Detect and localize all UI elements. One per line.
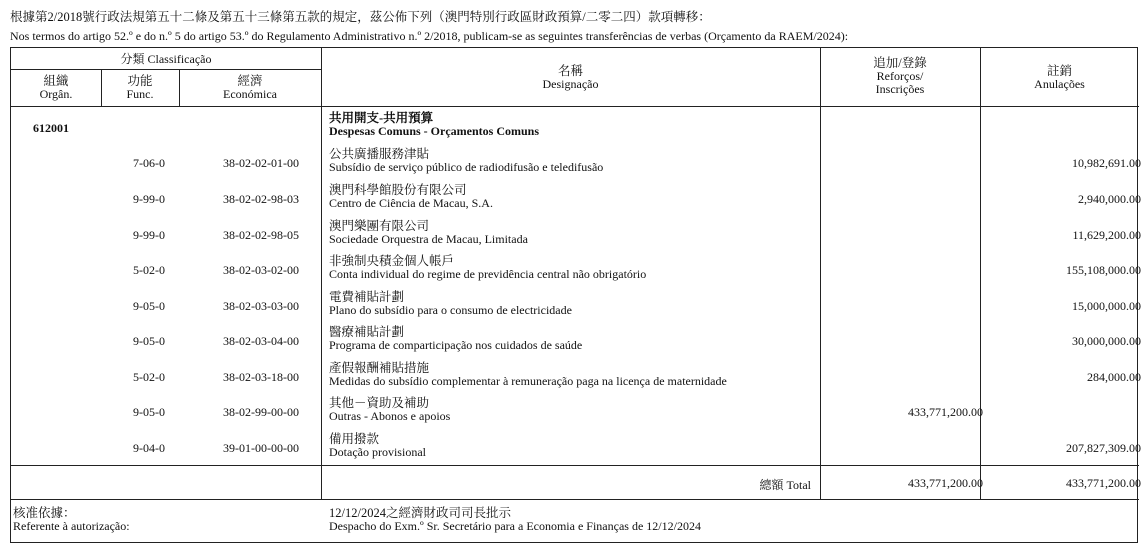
header-cancel-pt: Anulações: [1034, 77, 1085, 91]
row-designation: [329, 255, 646, 280]
row-designation-zh: 澳門科學館股份有限公司: [329, 183, 467, 197]
row-designation-zh: 澳門樂團有限公司: [329, 219, 430, 233]
header-function: [101, 75, 179, 101]
row-function-code: 9-99-0: [133, 192, 165, 206]
row-designation-zh: 公共廣播服務津貼: [329, 147, 430, 161]
row-economic-code: 38-02-03-02-00: [223, 263, 299, 277]
row-cancellation: 2,940,000.00: [1078, 192, 1141, 206]
row-designation: [329, 220, 528, 245]
row-designation-zh: 非強制央積金個人帳戶: [329, 254, 455, 268]
header-econ-pt: Económica: [223, 87, 277, 101]
header-organ-pt: Orgân.: [39, 87, 73, 101]
row-cancellation: 155,108,000.00: [1066, 263, 1141, 277]
body-bottom-rule: [11, 465, 1139, 466]
row-function-code: 9-05-0: [133, 405, 165, 419]
header-desig-pt: Designação: [542, 77, 599, 91]
row-economic-code: 38-02-03-03-00: [223, 299, 299, 313]
header-organ-zh: 組織: [43, 74, 69, 88]
row-designation: [329, 184, 493, 209]
header-designation: [321, 65, 820, 91]
transfer-table: [10, 47, 1141, 543]
row-function-code: 9-99-0: [133, 228, 165, 242]
row-designation-pt: Sociedade Orquestra de Macau, Limitada: [329, 231, 528, 246]
authorization-zh: 12/12/2024之經濟財政司司長批示: [329, 506, 511, 520]
row-designation-pt: Plano do subsídio para o consumo de electricidade: [329, 302, 572, 317]
row-economic-code: 39-01-00-00-00: [223, 441, 299, 455]
header-add-pt2: Inscrições: [875, 82, 925, 96]
row-designation: [329, 148, 603, 173]
row-designation: [329, 362, 727, 387]
row-function-code: 7-06-0: [133, 156, 165, 170]
header-add-zh: 追加/登錄: [873, 56, 927, 70]
row-cancellation: 284,000.00: [1087, 370, 1141, 384]
row-cancellation: 15,000,000.00: [1072, 299, 1141, 313]
row-function-code: 5-02-0: [133, 370, 165, 384]
row-designation: [329, 291, 572, 316]
intro-text-zh: 根據第2/2018號行政法規第五十二條及第五十三條第五款的規定，茲公佈下列（澳門特別行政區財政預算/二零二四）款項轉移：: [10, 10, 711, 24]
header-bottom-rule: [11, 106, 1139, 107]
header-func-zh: 功能: [127, 74, 153, 88]
row-economic-code: 38-02-03-18-00: [223, 370, 299, 384]
row-function-code: 9-05-0: [133, 334, 165, 348]
organ-title-pt: Despesas Comuns - Orçamentos Comuns: [329, 123, 540, 138]
total-cancellations: 433,771,200.00: [1066, 476, 1141, 490]
row-economic-code: 38-02-99-00-00: [223, 405, 299, 419]
row-economic-code: 38-02-02-98-03: [223, 192, 299, 206]
total-bottom-rule: [11, 499, 1139, 500]
row-designation-zh: 電費補貼計劃: [329, 290, 405, 304]
row-designation-pt: Conta individual do regime de previdência central não obrigatório: [329, 266, 647, 281]
row-designation-pt: Outras - Abonos e apoios: [329, 408, 451, 423]
organ-title: [329, 112, 539, 137]
authorization-label: [13, 507, 130, 533]
header-add-pt1: Reforços/: [876, 69, 924, 83]
row-designation-pt: Medidas do subsídio complementar à remuneração paga na licença de maternidade: [329, 373, 727, 388]
row-function-code: 9-05-0: [133, 299, 165, 313]
header-economic: [179, 75, 321, 101]
total-label: 總額 Total: [759, 478, 811, 492]
row-cancellation: 11,629,200.00: [1072, 228, 1141, 242]
header-desig-zh: 名稱: [557, 64, 583, 78]
designation-divider: [820, 48, 821, 499]
row-cancellation: 207,827,309.00: [1066, 441, 1141, 455]
row-economic-code: 38-02-02-98-05: [223, 228, 299, 242]
authorization-label-zh: 核准依據：: [13, 506, 76, 520]
header-cancellations: [980, 65, 1139, 91]
header-reinforcements: [820, 57, 980, 96]
row-designation-zh: 備用撥款: [329, 432, 380, 446]
row-economic-code: 38-02-03-04-00: [223, 334, 299, 348]
header-classification: 分類 Classificação: [120, 52, 212, 66]
row-reinforcement: 433,771,200.00: [908, 405, 983, 419]
reinforcement-divider: [980, 48, 981, 499]
row-designation-zh: 其他－資助及補助: [329, 396, 430, 410]
authorization-pt: Despacho do Exm.º Sr. Secretário para a Economia e Finanças de 12/12/2024: [329, 519, 701, 533]
row-function-code: 5-02-0: [133, 263, 165, 277]
classification-rule: [11, 69, 321, 70]
row-designation-pt: Centro de Ciência de Macau, S.A.: [329, 195, 493, 210]
row-designation-zh: 產假報酬補貼措施: [329, 361, 430, 375]
row-cancellation: 10,982,691.00: [1072, 156, 1141, 170]
row-cancellation: 30,000,000.00: [1072, 334, 1141, 348]
header-econ-zh: 經濟: [237, 74, 263, 88]
row-designation: [329, 326, 582, 351]
intro-text-pt: Nos termos do artigo 52.º e do n.º 5 do artigo 53.º do Regulamento Administrativo n.º 2/2018, publicam-se as seguintes transferências de verbas (Orçamento da RAEM/2024):: [10, 29, 849, 43]
header-func-pt: Func.: [126, 87, 154, 101]
row-economic-code: 38-02-02-01-00: [223, 156, 299, 170]
header-organ: [11, 75, 101, 101]
row-designation: [329, 433, 426, 458]
total-reinforcements: 433,771,200.00: [908, 476, 983, 490]
header-cancel-zh: 註銷: [1046, 64, 1072, 78]
authorization-reference: [329, 507, 701, 533]
authorization-label-pt: Referente à autorização:: [13, 519, 130, 533]
row-designation-zh: 醫療補貼計劃: [329, 325, 405, 339]
row-function-code: 9-04-0: [133, 441, 165, 455]
row-designation: [329, 397, 450, 422]
organ-title-zh: 共用開支-共用預算: [329, 111, 434, 125]
row-designation-pt: Programa de comparticipação nos cuidados de saúde: [329, 337, 583, 352]
row-designation-pt: Dotação provisional: [329, 444, 426, 459]
row-designation-pt: Subsídio de serviço público de radiodifusão e teledifusão: [329, 159, 604, 174]
organ-code: 612001: [33, 121, 69, 135]
